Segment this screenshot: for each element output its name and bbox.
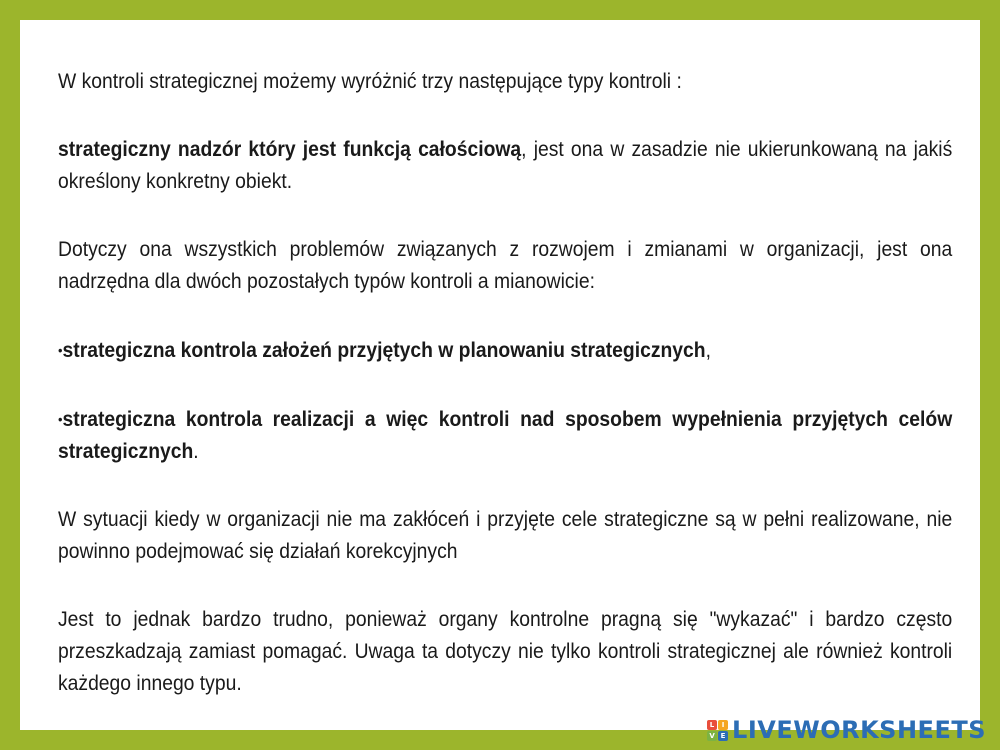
liveworksheets-logo[interactable]	[707, 716, 986, 744]
bullet-realization-punct: .	[193, 440, 199, 463]
strategic-oversight-description: , jest ona w zasadzie nie ukierunkowaną na jakiś określony konkretny obiekt.	[58, 138, 953, 193]
bullet-item-assumptions	[58, 334, 952, 367]
disruption-paragraph: W sytuacji kiedy w organizacji nie ma zakłóceń i przyjęte cele strategiczne są w pełni realizowane, nie powinno podejmować się działań korekcyjnych	[58, 508, 953, 563]
logo-letter-l: L	[707, 720, 717, 730]
liveworksheets-logo-text: LIVEWORKSHEETS	[732, 716, 986, 744]
bullet-icon: •	[58, 411, 63, 427]
slide-content	[58, 66, 952, 736]
bullet-assumptions-punct: ,	[705, 339, 711, 362]
logo-letter-i: I	[718, 720, 728, 730]
scope-paragraph: Dotyczy ona wszystkich problemów związanych z rozwojem i zmianami w organizacji, jest ona nadrzędna dla dwóch pozostałych typów kontroli a mianowicie:	[58, 238, 953, 293]
bullet-assumptions-text: strategiczna kontrola założeń przyjętych w planowaniu strategicznych	[62, 339, 706, 362]
bullet-item-realization	[58, 403, 952, 468]
logo-letter-v: V	[707, 731, 717, 741]
strategic-oversight-term: strategiczny nadzór który jest funkcją całościową	[58, 138, 522, 161]
intro-paragraph: W kontroli strategicznej możemy wyróżnić trzy następujące typy kontroli :	[58, 70, 682, 93]
strategic-oversight-paragraph	[58, 134, 952, 198]
liveworksheets-logo-icon	[707, 720, 728, 741]
bullet-icon: •	[58, 342, 63, 358]
bullet-realization-text: strategiczna kontrola realizacji a więc kontroli nad sposobem wypełnienia przyjętych celów strategicznych	[58, 408, 953, 463]
slide-page	[20, 20, 980, 730]
difficulty-paragraph: Jest to jednak bardzo trudno, ponieważ organy kontrolne pragną się "wykazać" i bardzo często przeszkadzają zamiast pomagać. Uwaga ta dotyczy nie tylko kontroli strategicznej ale również kontroli każdego innego typu.	[58, 608, 953, 695]
logo-letter-e: E	[718, 731, 728, 741]
